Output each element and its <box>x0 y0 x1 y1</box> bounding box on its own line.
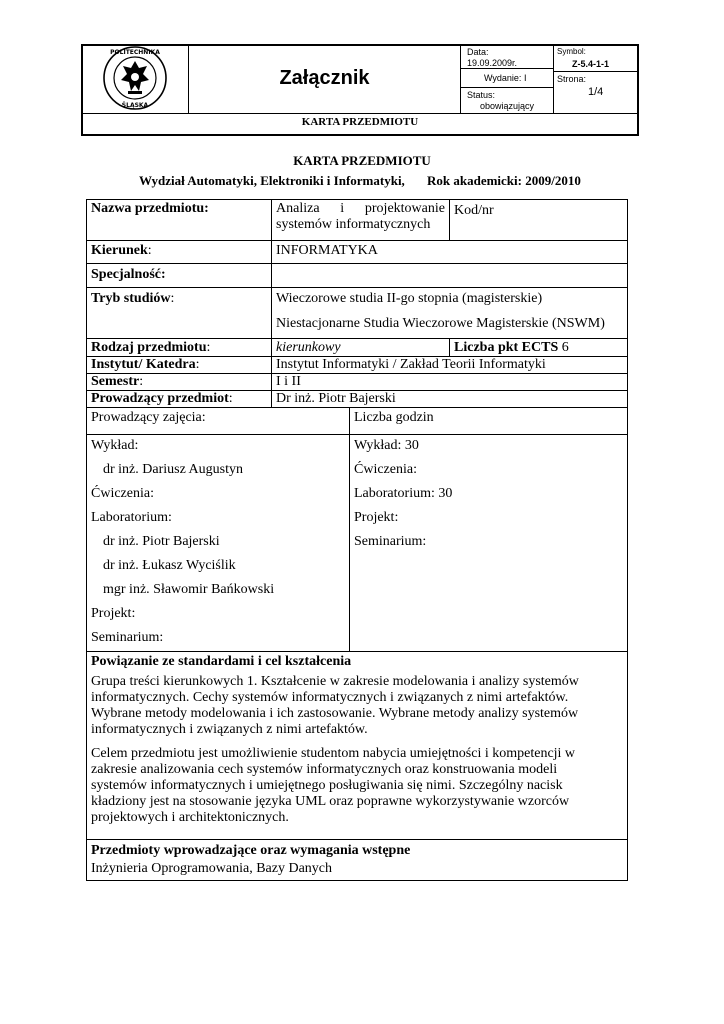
edition-value: Wydanie: I <box>484 73 527 83</box>
standards-line: Wybrane metody modelowania i ich zastosowanie. Wybrane metody analizy systemów <box>91 706 579 721</box>
lecture-hours: Wykład: 30 <box>354 438 419 453</box>
seminar-hours: Seminarium: <box>354 534 427 549</box>
header-divider <box>553 71 637 72</box>
subject-type-value: kierunkowy <box>276 340 341 355</box>
header-divider <box>461 68 553 69</box>
svg-text:POLITECHNIKA: POLITECHNIKA <box>110 49 160 56</box>
code-label: Kod/nr <box>454 203 494 218</box>
ects-label: Liczba pkt ECTS <box>454 340 559 355</box>
subject-name-line1 <box>276 201 445 217</box>
exercises-label: Ćwiczenia: <box>91 486 154 501</box>
study-mode-value-1: Wieczorowe studia II-go stopnia (magisterskie) <box>276 291 543 306</box>
subject-name-word: i <box>340 201 345 216</box>
goal-line: projektowych i architektonicznych. <box>91 810 289 825</box>
faculty-name: Wydział Automatyki, Elektroniki i Informatyki, <box>139 173 405 188</box>
doc-heading: KARTA PRZEDMIOTU <box>293 153 431 168</box>
field-of-study-value: INFORMATYKA <box>276 243 378 258</box>
institute-value: Instytut Informatyki / Zakład Teorii Informatyki <box>276 357 546 372</box>
course-leader-value: Dr inż. Piotr Bajerski <box>276 391 396 406</box>
goal-line: systemów informatycznych i umiejętnego posługiwania się nimi. Szczególny nacisk <box>91 778 563 793</box>
header-title: Załącznik <box>189 44 461 113</box>
university-seal-logo <box>81 44 189 113</box>
hours-label: Liczba godzin <box>354 410 434 425</box>
study-mode-value-2: Niestacjonarne Studia Wieczorowe Magisterskie (NSWM) <box>276 316 605 331</box>
semester-value: I i II <box>276 374 301 389</box>
project-hours: Projekt: <box>354 510 399 525</box>
header-divider <box>81 113 639 114</box>
date-value: 19.09.2009r. <box>467 58 518 68</box>
seminar-label: Seminarium: <box>91 630 164 645</box>
symbol-label: Symbol: <box>557 47 586 56</box>
instructors-label: Prowadzący zajęcia: <box>91 410 206 425</box>
specialization-label: Specjalność: <box>91 267 166 282</box>
prerequisites-heading: Przedmioty wprowadzające oraz wymagania wstępne <box>91 843 411 858</box>
goal-line: zakresie analizowania cech systemów informatycznych oraz konstruowania modeli <box>91 762 558 777</box>
instructor-name: dr inż. Piotr Bajerski <box>103 534 220 549</box>
laboratory-hours: Laboratorium: 30 <box>354 486 453 501</box>
academic-year: Rok akademicki: 2009/2010 <box>427 173 581 188</box>
subject-name-word: Analiza <box>276 201 320 216</box>
subject-name-line2: systemów informatycznych <box>276 217 431 232</box>
header-divider <box>553 44 554 113</box>
goal-line: kładziony jest na stosowanie języka UML oraz poprawne wykorzystywanie wzorców <box>91 794 570 809</box>
standards-line: informatycznych i związanych z nimi artefaktów. <box>91 722 368 737</box>
course-leader-label: Prowadzący przedmiot: <box>91 391 233 406</box>
lecture-label: Wykład: <box>91 438 139 453</box>
ects-cell <box>454 340 569 356</box>
status-value: obowiązujący <box>480 101 535 111</box>
goal-line: Celem przedmiotu jest umożliwienie studentom nabycia umiejętności i kompetencji w <box>91 746 576 761</box>
institute-label: Instytut/ Katedra: <box>91 357 200 372</box>
symbol-value: Z-5.4-1-1 <box>572 59 610 69</box>
instructor-name: dr inż. Łukasz Wyciślik <box>103 558 236 573</box>
page-label: Strona: <box>557 74 587 84</box>
subject-name-word: projektowanie <box>364 201 445 216</box>
exercise-hours: Ćwiczenia: <box>354 462 417 477</box>
study-mode-label: Tryb studiów: <box>91 291 175 306</box>
subject-name-label: Nazwa przedmiotu: <box>91 201 209 216</box>
standards-line: informatycznych. Cechy systemów informatycznych i związanych z nimi artefaktów. <box>91 690 569 705</box>
field-of-study-label: Kierunek: <box>91 243 152 258</box>
status-label: Status: <box>467 90 496 100</box>
logo-cell <box>81 44 189 113</box>
header-divider <box>461 87 553 88</box>
project-label: Projekt: <box>91 606 136 621</box>
prerequisites-value: Inżynieria Oprogramowania, Bazy Danych <box>91 861 333 876</box>
standards-line: Grupa treści kierunkowych 1. Kształcenie w zakresie modelowania i analizy systemów <box>91 674 579 689</box>
ects-value: 6 <box>561 340 569 355</box>
date-label: Data: <box>467 47 489 57</box>
svg-text:ŚLĄSKA: ŚLĄSKA <box>121 102 149 109</box>
subject-type-label: Rodzaj przedmiotu: <box>91 340 211 355</box>
instructor-name: mgr inż. Sławomir Bańkowski <box>103 582 275 597</box>
semester-label: Semestr: <box>91 374 144 389</box>
standards-heading: Powiązanie ze standardami i cel kształcenia <box>91 654 352 669</box>
header-band: KARTA PRZEDMIOTU <box>301 116 419 128</box>
page-value: 1/4 <box>588 86 604 98</box>
instructor-name: dr inż. Dariusz Augustyn <box>103 462 243 477</box>
laboratory-label: Laboratorium: <box>91 510 172 525</box>
